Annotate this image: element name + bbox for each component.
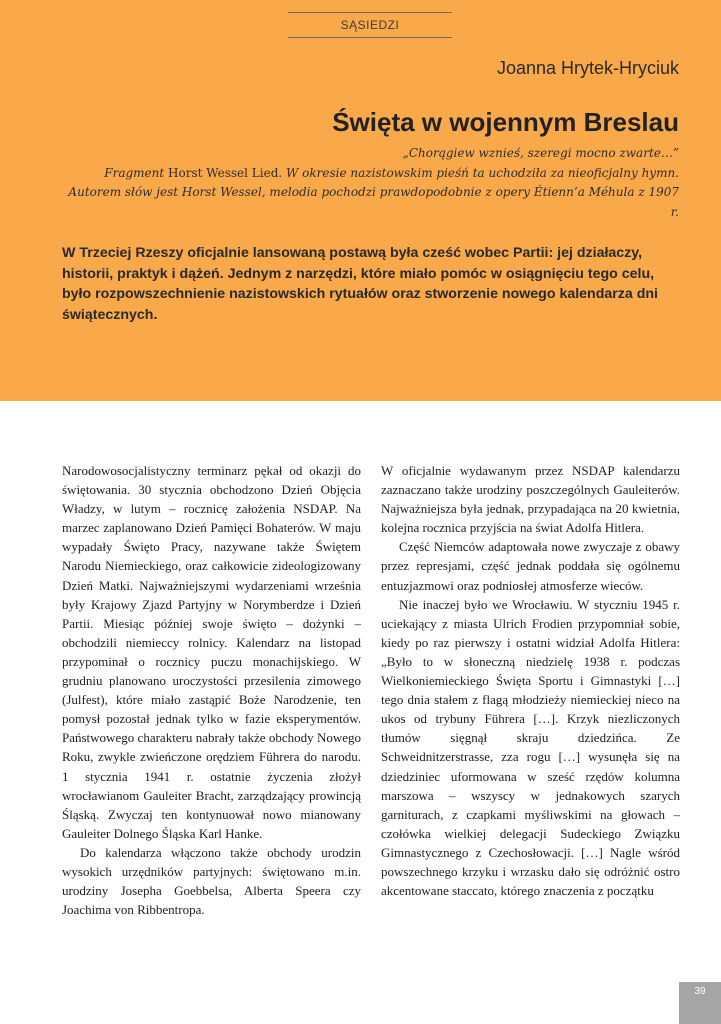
article-title: Święta w wojennym Breslau xyxy=(332,107,679,137)
epigraph-source-line xyxy=(59,164,679,184)
page-number: 39 xyxy=(679,982,721,1024)
body-paragraph: Narodowosocjalistyczny terminarz pękał od okazji do świętowania. 30 stycznia obchodzono Dzień Objęcia Władzy, w lutym – rocznicę założenia NSDAP. Na marzec zaplanowano Dzień Pamięci Bohaterów. W maju wypadały Święto Pracy, nazywane także Świętem Narodu Niemieckiego, oraz całkowicie zideologizowany Dzień Matki. Najważniejszymi wydarzeniami września były Krajowy Zjazd Partyjny w Norymberdze i Dzień Partii. Miesiąc później swoje święto – dożynki – obchodzili niemieccy rolnicy. Kalendarz na listopad przypominał o rocznicy puczu monachijskiego. W grudniu planowano uroczystości przesilenia zimowego (Julfest), które miało zastąpić Boże Narodzenie, ten pomysł pozostał jednak tylko w fazie eksperymentów. Państwowego charakteru nabrały także obchody Nowego Roku, zwykle zwieńczone orędziem Führera do narodu. 1 stycznia 1941 r. ostatnie życzenia złożył wrocławianom Gauleiter Bracht, zarządzający prowincją Śląską. Zwyczaj ten kontynuował nowo mianowany Gauleiter Dolnego Śląska Karl Hanke. xyxy=(62,463,361,841)
article-author: Joanna Hrytek-Hryciuk xyxy=(496,58,679,78)
section-label: SĄSIEDZI xyxy=(288,12,452,38)
epigraph-note: W okresie nazistowskim pieśń ta uchodziła za nieoficjalny hymn. xyxy=(286,165,679,180)
lead-paragraph: W Trzeciej Rzeszy oficjalnie lansowaną postawą była cześć wobec Partii: jej działaczy, historii, praktyk i dążeń. Jednym z narzędzi, które miało pomóc w osiągnięciu tego celu, było rozpowszechnienie nazistowskich rytuałów oraz stworzenie nowego kalendarza dni świątecznych. xyxy=(62,245,658,323)
column-left xyxy=(62,461,361,919)
epigraph-quote: „Chorągiew wznieś, szeregi mocno zwarte…” xyxy=(402,146,679,160)
epigraph-song-name: Horst Wessel Lied. xyxy=(168,165,283,180)
epigraph-fragment-word: Fragment xyxy=(104,165,165,180)
column-right xyxy=(381,461,680,900)
body-paragraph: W oficjalnie wydawanym przez NSDAP kalendarzu zaznaczano także urodziny poszczególnych Gauleiterów. Najważniejsza była jednak, przypadająca na 20 kwietnia, kolejna rocznica przyjścia na świat Adolfa Hitlera. xyxy=(381,463,680,536)
epigraph xyxy=(59,144,679,222)
body-paragraph: Nie inaczej było we Wrocławiu. W styczniu 1945 r. uciekający z miasta Ulrich Frodien przypomniał sobie, kiedy po raz pierwszy i ostatni widział Adolfa Hitlera: „Było to w słoneczną niedzielę 1938 r. podczas Wielkoniemieckiego Święta Sportu i Gimnastyki […] tego dnia stałem z flagą młodzieży niemieckiej nieco na ukos od trybuny Führera […]. Krzyk niezliczonych tłumów sięgnął skraju dziedzińca. Ze Schweidnitzerstrasse, zza rogu […] wysunęła się na dziedziniec uformowana w sześć rzędów kolumna marszowa – wszyscy w jednakowych szarych garniturach, z czapkami myśliwskimi na głowach – czołówka wielkiej delegacji Sudeckiego Związku Gimnastycznego z Czechosłowacji. […] Nagle wśród powszechnego krzyku i wrzasku dało się odróżnić ostro akcentowane staccato, którego znaczenia z początku xyxy=(381,596,680,899)
body-paragraph: Do kalendarza włączono także obchody urodzin wysokich urzędników partyjnych: świętowano m.in. urodziny Josepha Goebbelsa, Alberta Speera czy Joachima von Ribbentropa. xyxy=(62,844,361,918)
body-paragraph: Część Niemców adaptowała nowe zwyczaje z obawy przez represjami, część jednak poddała się ogólnemu entuzjazmowi oraz podniosłej atmosferze wieców. xyxy=(381,539,680,593)
epigraph-author-note: Autorem słów jest Horst Wessel, melodia pochodzi prawdopodobnie z opery Étienn’a Méhula z 1907 r. xyxy=(68,185,679,219)
